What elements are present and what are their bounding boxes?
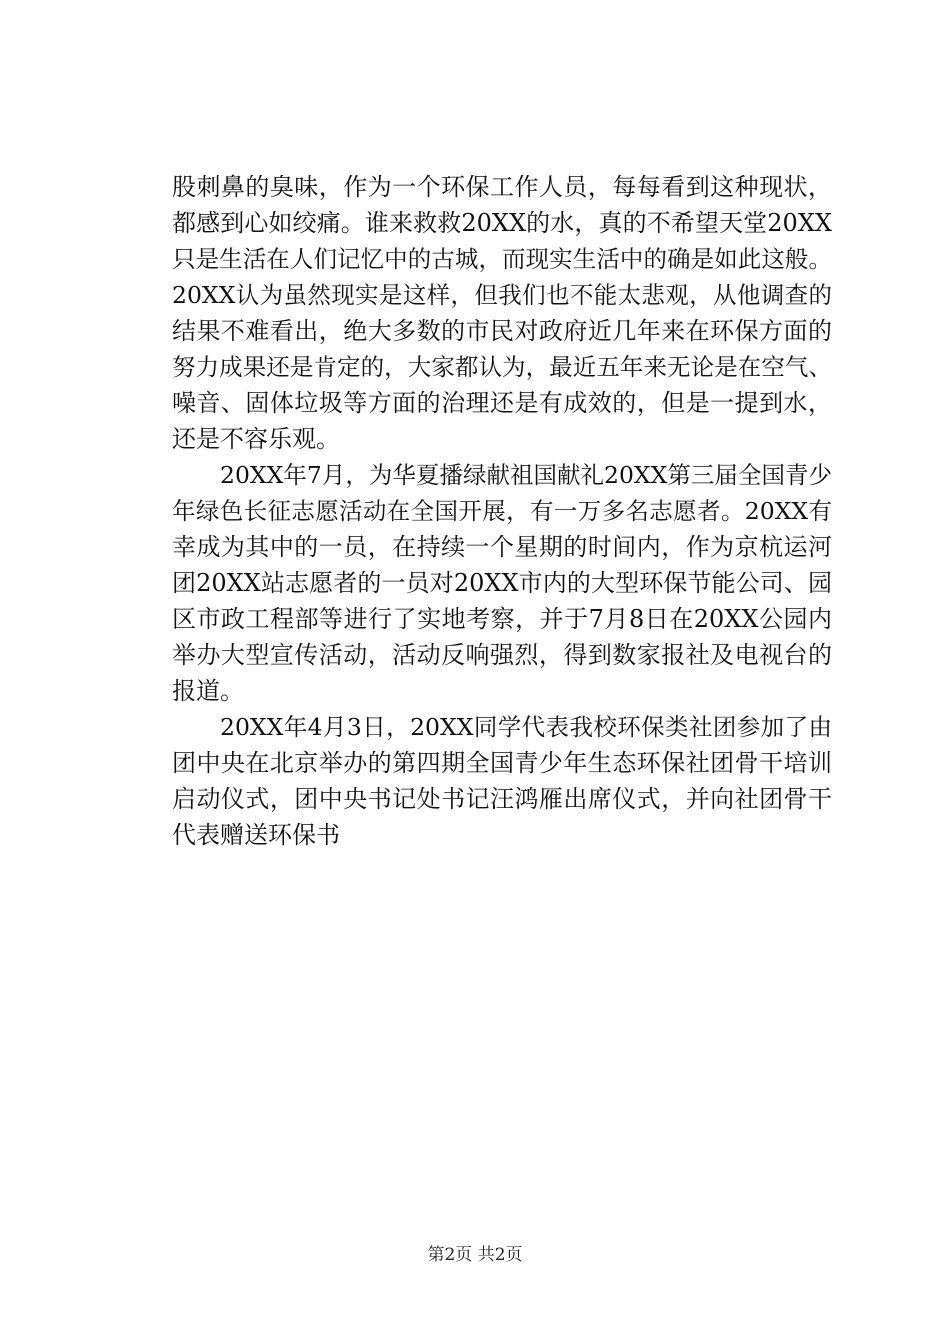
text-line: 启动仪式，团中央书记处书记汪鸿雁出席仪式，并向社团骨干	[172, 785, 832, 813]
text-line: 结果不难看出，绝大多数的市民对政府近几年来在环保方面的	[172, 317, 832, 345]
text-line: 幸成为其中的一员，在持续一个星期的时间内，作为京杭运河	[172, 533, 832, 561]
text-line: 噪音、固体垃圾等方面的治理还是有成效的，但是一提到水，	[172, 389, 832, 417]
text-line: 举办大型宣传活动，活动反响强烈，得到数家报社及电视台的	[172, 641, 832, 669]
text-line: 努力成果还是肯定的，大家都认为，最近五年来无论是在空气、	[172, 353, 832, 381]
text-line: 20XX认为虽然现实是这样，但我们也不能太悲观，从他调查的	[172, 281, 832, 309]
text-line: 股刺鼻的臭味，作为一个环保工作人员，每每看到这种现状，	[172, 173, 832, 201]
text-line: 年绿色长征志愿活动在全国开展，有一万多名志愿者。20XX有	[172, 497, 832, 525]
paragraph-first-line: 20XX年4月3日，20XX同学代表我校环保类社团参加了由	[220, 713, 832, 741]
page-number-footer: 第2页 共2页	[427, 1245, 523, 1265]
text-line: 区市政工程部等进行了实地考察，并于7月8日在20XX公园内	[172, 605, 832, 633]
text-line: 团20XX站志愿者的一员对20XX市内的大型环保节能公司、园	[172, 569, 832, 597]
text-line: 还是不容乐观。	[172, 425, 340, 453]
text-line: 团中央在北京举办的第四期全国青少年生态环保社团骨干培训	[172, 749, 832, 777]
text-line: 代表赠送环保书	[172, 821, 340, 849]
text-line: 都感到心如绞痛。谁来救救20XX的水，真的不希望天堂20XX	[172, 209, 832, 237]
text-line: 只是生活在人们记忆中的古城，而现实生活中的确是如此这般。	[172, 245, 832, 273]
text-line: 报道。	[172, 677, 244, 705]
paragraph-first-line: 20XX年7月，为华夏播绿献祖国献礼20XX第三届全国青少	[220, 461, 832, 489]
